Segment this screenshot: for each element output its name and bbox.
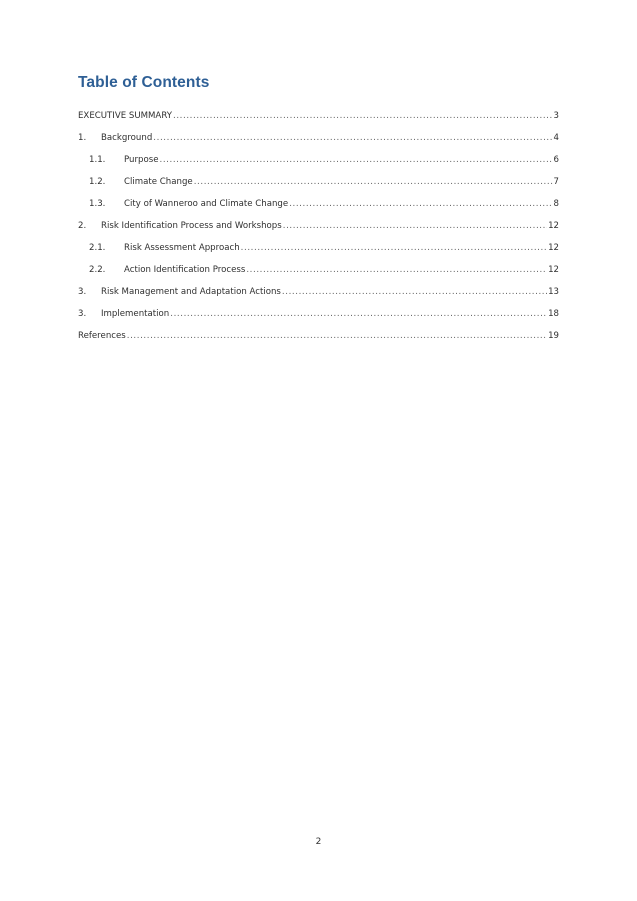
toc-entry-risk-management[interactable]: [78, 285, 559, 307]
toc-entry-title: Purpose: [124, 155, 159, 165]
toc-entry-references[interactable]: [78, 329, 559, 351]
toc-entry-page: 4: [553, 133, 559, 143]
toc-list: [78, 109, 559, 351]
toc-entry-climate-change[interactable]: [78, 175, 559, 197]
toc-entry-title: City of Wanneroo and Climate Change: [124, 199, 289, 209]
toc-entry-page: 19: [548, 331, 559, 341]
toc-entry-title: Background: [101, 133, 153, 143]
toc-entry-title: Risk Identification Process and Workshops: [101, 221, 282, 231]
toc-dot-leader: [241, 241, 547, 255]
toc-entry-page: 12: [548, 221, 559, 231]
toc-entry-title: Action Identification Process: [124, 265, 246, 275]
toc-entry-background[interactable]: [78, 131, 559, 153]
toc-entry-page: 6: [553, 155, 559, 165]
toc-dot-leader: [153, 131, 552, 145]
toc-entry-number: 3.: [78, 287, 87, 297]
toc-entry-action-identification[interactable]: [78, 263, 559, 285]
toc-entry-purpose[interactable]: [78, 153, 559, 175]
toc-entry-implementation[interactable]: [78, 307, 559, 329]
toc-entry-page: 3: [553, 111, 559, 121]
toc-entry-executive-summary[interactable]: [78, 109, 559, 131]
toc-entry-title: Risk Management and Adaptation Actions: [101, 287, 281, 297]
toc-dot-leader: [127, 329, 547, 343]
toc-entry-title: References: [78, 331, 126, 341]
toc-entry-title: Climate Change: [124, 177, 193, 187]
toc-dot-leader: [289, 197, 552, 211]
toc-entry-title: EXECUTIVE SUMMARY: [78, 111, 172, 121]
toc-dot-leader: [173, 109, 553, 123]
toc-entry-page: 12: [548, 265, 559, 275]
toc-entry-number: 1.: [78, 133, 87, 143]
toc-dot-leader: [246, 263, 547, 277]
page-number: 2: [315, 837, 322, 847]
toc-dot-leader: [194, 175, 553, 189]
toc-entry-risk-assessment[interactable]: [78, 241, 559, 263]
toc-entry-number: 1.1.: [89, 155, 106, 165]
toc-entry-city-of-wanneroo[interactable]: [78, 197, 559, 219]
toc-dot-leader: [283, 219, 547, 233]
toc-entry-number: 2.: [78, 221, 87, 231]
toc-dot-leader: [282, 285, 547, 299]
toc-dot-leader: [160, 153, 553, 167]
toc-entry-number: 1.2.: [89, 177, 106, 187]
toc-entry-title: Risk Assessment Approach: [124, 243, 240, 253]
toc-entry-number: 3.: [78, 309, 87, 319]
toc-entry-title: Implementation: [101, 309, 170, 319]
toc-entry-page: 8: [553, 199, 559, 209]
toc-entry-number: 2.2.: [89, 265, 106, 275]
toc-entry-number: 2.1.: [89, 243, 106, 253]
toc-entry-risk-identification[interactable]: [78, 219, 559, 241]
toc-entry-number: 1.3.: [89, 199, 106, 209]
toc-heading: Table of Contents: [78, 74, 210, 91]
toc-entry-page: 18: [548, 309, 559, 319]
toc-entry-page: 12: [548, 243, 559, 253]
toc-dot-leader: [170, 307, 547, 321]
toc-entry-page: 7: [553, 177, 559, 187]
toc-entry-page: 13: [548, 287, 559, 297]
